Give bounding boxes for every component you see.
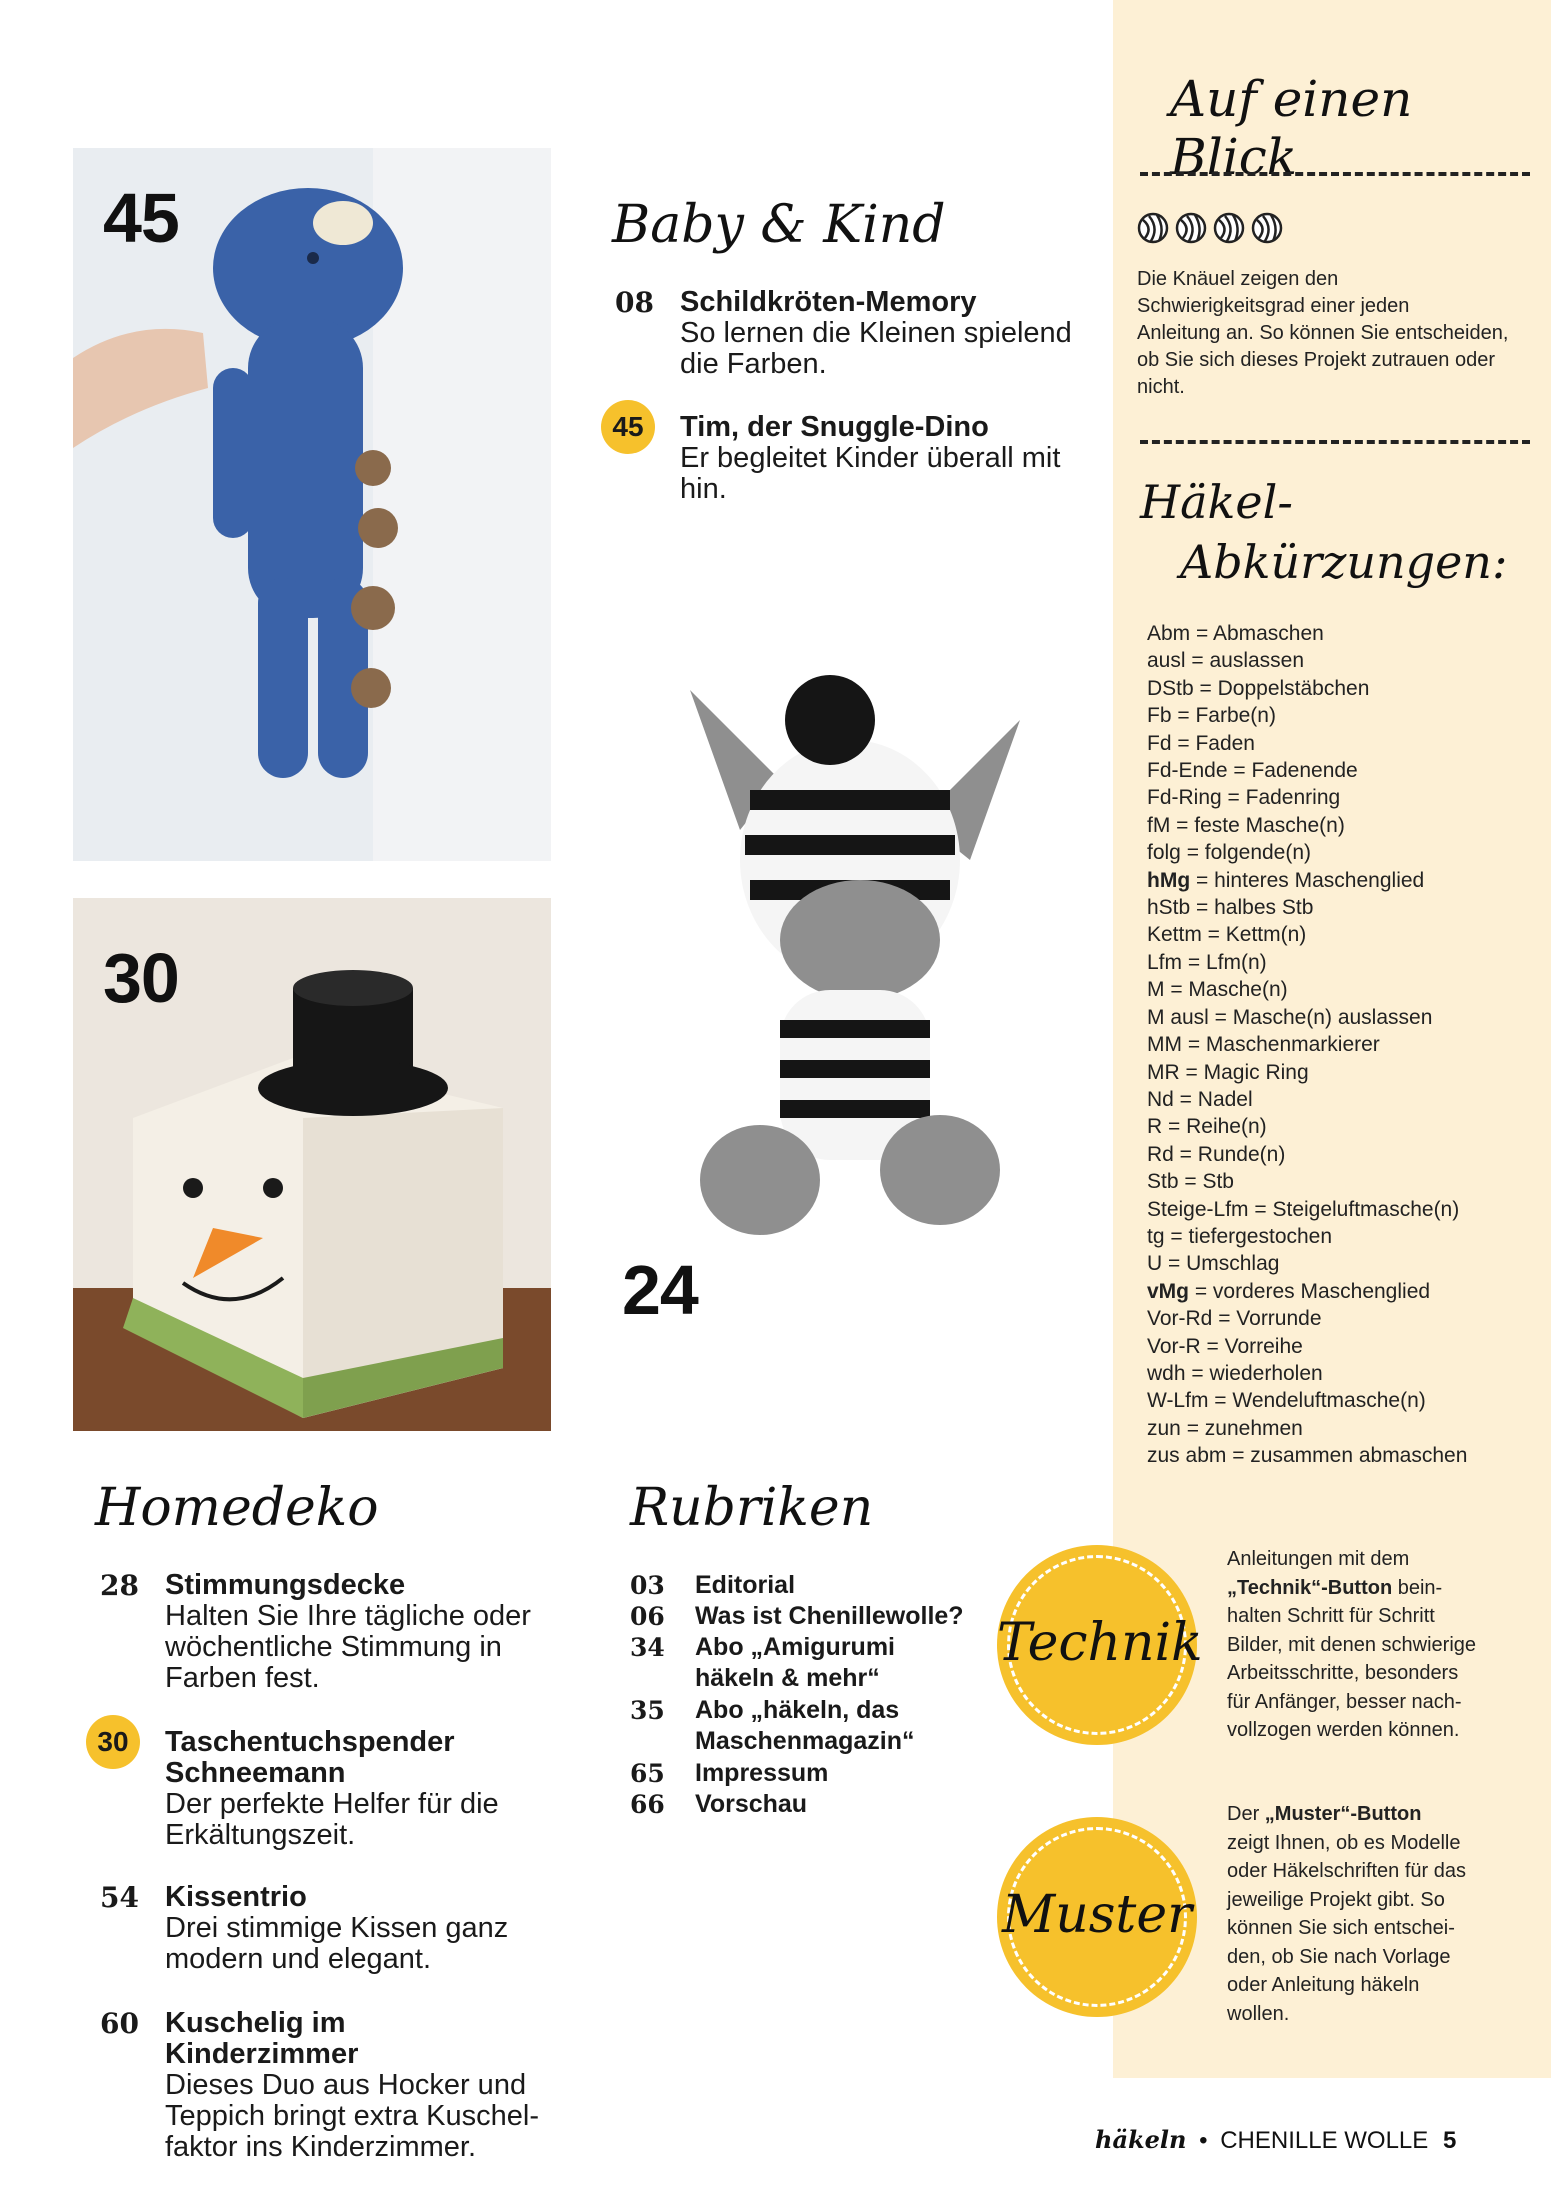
abbreviation-text: fM = feste Masche(n) xyxy=(1147,813,1345,837)
description-pre: oder Häkelschriften für das xyxy=(1227,1860,1467,1882)
section-heading-rubriken: Rubriken xyxy=(630,1478,874,1538)
description-line xyxy=(1227,1631,1476,1660)
abbreviation-text: Nd = Nadel xyxy=(1147,1087,1253,1111)
abbreviation-row xyxy=(1147,1333,1467,1360)
abbreviation-row xyxy=(1147,647,1467,674)
abbreviation-text: Steige-Lfm = Steigeluftmasche(n) xyxy=(1147,1197,1460,1221)
abbreviation-text: Vor-R = Vorreihe xyxy=(1147,1334,1303,1358)
rubrik-page: 35 xyxy=(630,1696,665,1725)
abbreviation-row xyxy=(1147,1442,1467,1469)
description-pre: vollzogen werden können. xyxy=(1227,1719,1460,1741)
rubrik-title-line2: Maschenmagazin“ xyxy=(695,1727,915,1755)
rubrik-title: Impressum xyxy=(695,1759,829,1787)
abbreviation-text: M ausl = Masche(n) auslassen xyxy=(1147,1005,1433,1029)
abbreviation-row xyxy=(1147,730,1467,757)
toc-entry-page: 54 xyxy=(100,1881,139,1914)
abbreviation-text: Fd-Ende = Fadenende xyxy=(1147,759,1358,783)
abbreviation-row xyxy=(1147,702,1467,729)
description-line xyxy=(1227,1857,1466,1886)
abbreviation-row xyxy=(1147,1415,1467,1442)
toc-entry-page: 28 xyxy=(100,1569,139,1602)
abbreviation-row xyxy=(1147,812,1467,839)
abbreviation-row xyxy=(1147,675,1467,702)
description-line xyxy=(1227,1829,1466,1858)
abbreviation-row xyxy=(1147,1031,1467,1058)
abbreviations-heading-line1: Häkel- xyxy=(1140,475,1293,529)
abbreviation-row xyxy=(1147,1278,1467,1305)
description-pre: Arbeitsschritte, besonders xyxy=(1227,1662,1459,1684)
snowman-photo xyxy=(73,898,551,1431)
abbreviation-row xyxy=(1147,1305,1467,1332)
technik-badge-label: Technik xyxy=(997,1613,1203,1673)
footer-issue: CHENILLE WOLLE xyxy=(1220,2127,1429,2154)
rubrik-title: Abo „häkeln, das xyxy=(695,1696,900,1724)
rubrik-page: 65 xyxy=(630,1759,665,1788)
toc-entry-page: 08 xyxy=(615,286,654,319)
description-line xyxy=(1227,1943,1466,1972)
description-bold: „Muster“-Button xyxy=(1264,1803,1422,1825)
description-pre: Der xyxy=(1227,1803,1265,1825)
muster-text xyxy=(1227,1800,1466,2028)
toc-entry-title: Schildkröten-Memory xyxy=(680,286,977,318)
toc-entry-title: Stimmungsdecke xyxy=(165,1569,406,1601)
abbreviation-row xyxy=(1147,1086,1467,1113)
abbreviation-text: ausl = auslassen xyxy=(1147,649,1305,673)
description-line xyxy=(1227,1914,1466,1943)
toc-entry-title: Kissentrio xyxy=(165,1881,307,1913)
abbreviation-text: tg = tiefergestochen xyxy=(1147,1224,1333,1248)
abbreviation-text: folg = folgende(n) xyxy=(1147,841,1312,865)
section-heading-homedeko: Homedeko xyxy=(95,1478,379,1538)
abbreviation-text: R = Reihe(n) xyxy=(1147,1115,1267,1139)
description-post: bein- xyxy=(1392,1576,1443,1599)
description-pre: jeweilige Projekt gibt. So xyxy=(1227,1888,1445,1911)
abbreviation-text: Lfm = Lfm(n) xyxy=(1147,950,1267,974)
description-line xyxy=(1227,1886,1466,1915)
abbreviation-text: M = Masche(n) xyxy=(1147,978,1288,1002)
abbreviation-text: W-Lfm = Wendeluftmasche(n) xyxy=(1147,1389,1426,1413)
abbreviations-list xyxy=(1147,620,1467,1470)
dino-photo xyxy=(73,148,551,861)
abbreviation-text: DStb = Doppelstäbchen xyxy=(1147,676,1370,700)
description-pre: für Anfänger, besser nach- xyxy=(1227,1690,1462,1713)
description-pre: halten Schritt für Schritt xyxy=(1227,1605,1435,1627)
rubrik-page: 06 xyxy=(630,1602,665,1631)
rubrik-title: Abo „Amigurumi xyxy=(695,1633,895,1661)
abbreviation-text: Fb = Farbe(n) xyxy=(1147,704,1276,728)
abbreviation-text: = vorderes Maschenglied xyxy=(1189,1279,1431,1303)
rubrik-title-line2: häkeln & mehr“ xyxy=(695,1664,880,1692)
rubrik-title: Was ist Chenillewolle? xyxy=(695,1602,964,1630)
abbreviation-text: Fd = Faden xyxy=(1147,731,1255,755)
abbreviation-row xyxy=(1147,1196,1467,1223)
description-pre: wollen. xyxy=(1227,2002,1290,2025)
description-line xyxy=(1227,1971,1466,2000)
muster-badge xyxy=(997,1817,1197,2017)
toc-entry[interactable] xyxy=(612,411,1075,505)
divider xyxy=(1140,172,1530,176)
toc-entry-text: Halten Sie Ihre tägliche oder wöchentliche Stimmung in Farben fest. xyxy=(165,1600,531,1694)
rubrik-page: 03 xyxy=(630,1571,665,1600)
toc-entry-text: Er begleitet Kinder überall mit hin. xyxy=(680,442,1061,505)
toc-entry-title: Kuschelig im Kinderzimmer xyxy=(165,2007,359,2070)
description-line xyxy=(1227,1602,1476,1631)
rubrik-page: 34 xyxy=(630,1633,665,1662)
description-line xyxy=(1227,1574,1476,1603)
description-pre: zeigt Ihnen, ob es Modelle xyxy=(1227,1831,1461,1854)
abbreviation-row xyxy=(1147,757,1467,784)
abbreviation-row xyxy=(1147,1250,1467,1277)
description-line xyxy=(1227,1545,1476,1574)
footer-page-number: 5 xyxy=(1442,2127,1457,2154)
toc-entry-title: Taschentuchspender Schneemann xyxy=(165,1726,455,1789)
abbreviation-row xyxy=(1147,1059,1467,1086)
difficulty-yarn-balls-icon xyxy=(1137,210,1297,246)
description-line xyxy=(1227,1659,1476,1688)
abbreviation-row xyxy=(1147,1168,1467,1195)
description-line xyxy=(1227,1800,1466,1829)
zebra-illustration xyxy=(660,660,1040,1260)
abbreviation-text: Stb = Stb xyxy=(1147,1170,1234,1194)
rubrik-title: Editorial xyxy=(695,1571,796,1599)
section-heading-baby-kind: Baby & Kind xyxy=(612,195,946,255)
abbreviation-term: vMg xyxy=(1147,1279,1189,1303)
abbreviation-row xyxy=(1147,949,1467,976)
abbreviation-text: zun = zunehmen xyxy=(1147,1416,1303,1440)
toc-entry-text: Der perfekte Helfer für die Erkältungszeit. xyxy=(165,1788,499,1851)
abbreviation-term: hMg xyxy=(1147,868,1191,892)
toc-entry[interactable] xyxy=(100,1882,540,1975)
toc-entry[interactable] xyxy=(97,1726,540,1851)
footer-magazine: häkeln xyxy=(1095,2125,1187,2154)
abbreviation-text: hStb = halbes Stb xyxy=(1147,896,1314,920)
abbreviation-row xyxy=(1147,1004,1467,1031)
abbreviation-row xyxy=(1147,1113,1467,1140)
abbreviation-row xyxy=(1147,867,1467,894)
zebra-page-number: 24 xyxy=(622,1251,698,1329)
abbreviation-text: U = Umschlag xyxy=(1147,1252,1280,1276)
page-footer xyxy=(1095,2125,1456,2155)
sidebar-heading: Auf einen Blick xyxy=(1170,70,1413,186)
abbreviation-row xyxy=(1147,620,1467,647)
difficulty-text: Die Knäuel zeigen den Schwierigkeitsgrad einer jeden Anleitung an. So können Sie entscheiden, ob Sie sich dieses Projekt zutrauen oder nicht. xyxy=(1137,268,1509,398)
toc-entry[interactable] xyxy=(100,2008,540,2163)
footer-separator: • xyxy=(1199,2127,1208,2154)
dino-page-number: 45 xyxy=(103,179,179,257)
toc-entry-text: So lernen die Kleinen spielend die Farben. xyxy=(680,317,1072,380)
abbreviations-heading-line2: Abkürzungen: xyxy=(1180,535,1508,589)
toc-entry-page-badge: 45 xyxy=(601,400,655,454)
toc-entry-text: Drei stimmige Kissen ganz modern und elegant. xyxy=(165,1912,509,1975)
abbreviation-text: wdh = wiederholen xyxy=(1147,1361,1323,1385)
abbreviation-row xyxy=(1147,921,1467,948)
description-pre: Bilder, mit denen schwierige xyxy=(1227,1633,1477,1656)
toc-entry-page: 60 xyxy=(100,2007,139,2040)
abbreviation-row xyxy=(1147,894,1467,921)
description-line xyxy=(1227,2000,1466,2029)
abbreviation-text: = hinteres Maschenglied xyxy=(1190,868,1425,892)
toc-entry-title: Tim, der Snuggle-Dino xyxy=(680,411,989,443)
abbreviation-row xyxy=(1147,1223,1467,1250)
abbreviation-row xyxy=(1147,839,1467,866)
description-bold: „Technik“-Button xyxy=(1227,1576,1393,1599)
divider xyxy=(1140,440,1530,444)
abbreviation-row xyxy=(1147,784,1467,811)
abbreviation-text: Vor-Rd = Vorrunde xyxy=(1147,1307,1322,1331)
description-pre: den, ob Sie nach Vorlage xyxy=(1227,1945,1451,1968)
abbreviation-text: MM = Maschenmarkierer xyxy=(1147,1033,1380,1057)
description-pre: oder Anleitung häkeln xyxy=(1227,1974,1420,1996)
abbreviation-text: MR = Magic Ring xyxy=(1147,1060,1309,1084)
toc-entry[interactable] xyxy=(100,1570,540,1694)
muster-badge-label: Muster xyxy=(1002,1885,1192,1945)
abbreviation-text: Rd = Runde(n) xyxy=(1147,1142,1286,1166)
technik-text xyxy=(1227,1545,1476,1745)
abbreviation-row xyxy=(1147,1141,1467,1168)
zebra-photo xyxy=(660,660,1040,1260)
description-line xyxy=(1227,1688,1476,1717)
rubrik-title: Vorschau xyxy=(695,1790,808,1818)
description-pre: Anleitungen mit dem xyxy=(1227,1548,1410,1570)
snowman-page-number: 30 xyxy=(103,939,179,1017)
abbreviation-row xyxy=(1147,976,1467,1003)
technik-badge xyxy=(997,1545,1203,1745)
abbreviation-text: Fd-Ring = Fadenring xyxy=(1147,786,1341,810)
description-line xyxy=(1227,1716,1476,1745)
abbreviation-text: Abm = Abmaschen xyxy=(1147,622,1324,645)
toc-entry-text: Dieses Duo aus Hocker und Teppich bringt extra Kuschel-faktor ins Kinderzimmer. xyxy=(165,2069,539,2163)
abbreviation-text: Kettm = Kettm(n) xyxy=(1147,923,1307,947)
rubrik-page: 66 xyxy=(630,1790,665,1819)
abbreviation-row xyxy=(1147,1387,1467,1414)
abbreviation-text: zus abm = zusammen abmaschen xyxy=(1147,1444,1468,1468)
toc-entry-page-badge: 30 xyxy=(86,1715,140,1769)
abbreviation-row xyxy=(1147,1360,1467,1387)
toc-entry[interactable] xyxy=(615,287,1075,380)
description-pre: können Sie sich entschei- xyxy=(1227,1917,1455,1939)
